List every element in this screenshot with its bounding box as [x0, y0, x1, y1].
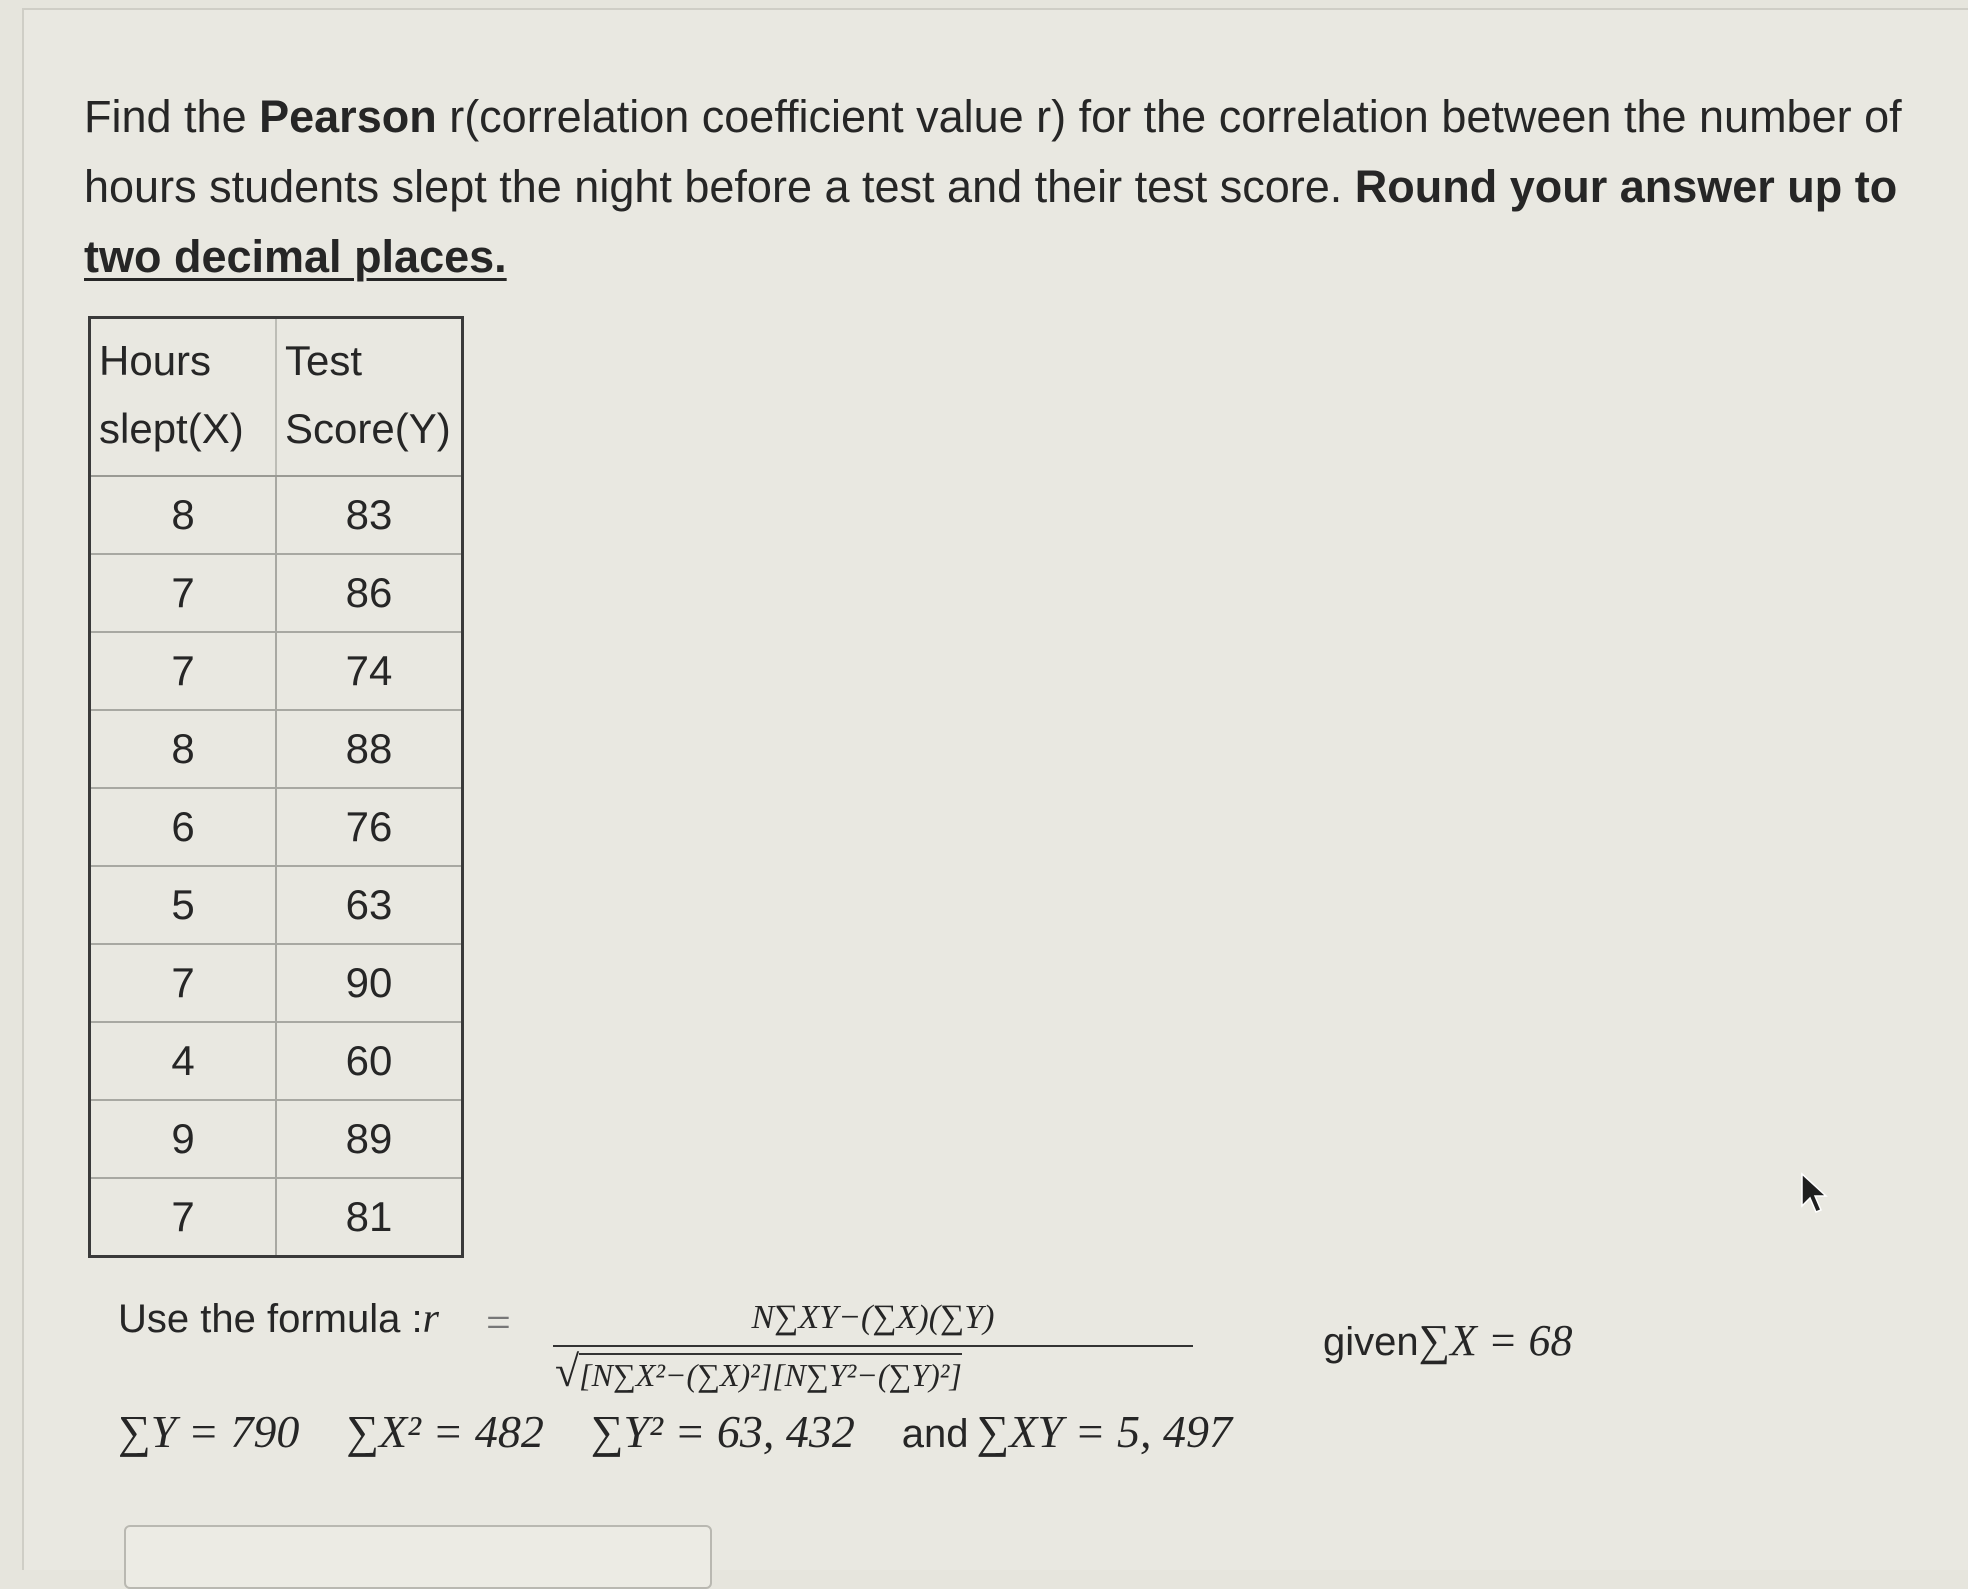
- question-part2: r(correlation coefficient value r) for the correlation between the number of hours students slept the night before a test and their test score.: [84, 91, 1902, 212]
- table-row: [90, 788, 463, 866]
- table-row: [90, 866, 463, 944]
- table-row: [90, 554, 463, 632]
- formula-fraction: [543, 1295, 1203, 1400]
- answer-input[interactable]: [124, 1525, 712, 1589]
- cell-x: 9: [90, 1100, 277, 1178]
- table-header-row: [90, 318, 463, 477]
- sums-row: [118, 1404, 1266, 1458]
- mouse-pointer-icon: [1800, 1172, 1828, 1216]
- formula-label: [118, 1295, 439, 1343]
- cell-x: 8: [90, 710, 277, 788]
- table-row: [90, 944, 463, 1022]
- table-row: [90, 1178, 463, 1257]
- cell-y: 76: [276, 788, 463, 866]
- cell-x: 4: [90, 1022, 277, 1100]
- cell-x: 8: [90, 476, 277, 554]
- sum-x2: ∑X² = 482: [346, 1406, 544, 1457]
- cell-y: 90: [276, 944, 463, 1022]
- table-row: [90, 632, 463, 710]
- cell-y: 88: [276, 710, 463, 788]
- formula-denominator: [N∑X²−(∑X)²][N∑Y²−(∑Y)²]: [579, 1353, 962, 1393]
- formula-row: [118, 1295, 1818, 1405]
- cell-y: 60: [276, 1022, 463, 1100]
- sum-y2: ∑Y² = 63, 432: [590, 1406, 855, 1457]
- question-bold-round: Round your answer up to: [1354, 161, 1898, 212]
- cell-y: 74: [276, 632, 463, 710]
- given-label: given: [1323, 1320, 1419, 1364]
- table-row: [90, 1100, 463, 1178]
- question-part1: Find the: [84, 91, 260, 142]
- given-sum-x: [1323, 1315, 1573, 1366]
- and-label: and: [901, 1412, 969, 1456]
- question-text: [84, 82, 1954, 292]
- cell-y: 81: [276, 1178, 463, 1257]
- given-sum-x-expr: ∑X = 68: [1418, 1316, 1573, 1365]
- cell-x: 7: [90, 1178, 277, 1257]
- formula-numerator: N∑XY−(∑X)(∑Y): [751, 1299, 995, 1336]
- header-hours-slept: Hours slept(X): [90, 318, 277, 477]
- cell-x: 6: [90, 788, 277, 866]
- table-row: [90, 710, 463, 788]
- header-test-score: Test Score(Y): [276, 318, 463, 477]
- table-row: [90, 476, 463, 554]
- cell-y: 89: [276, 1100, 463, 1178]
- data-table: [88, 316, 464, 1258]
- cell-x: 7: [90, 632, 277, 710]
- cell-y: 63: [276, 866, 463, 944]
- sqrt-icon: √: [555, 1347, 580, 1396]
- sum-xy: ∑XY = 5, 497: [976, 1406, 1232, 1457]
- formula-denominator-wrap: [543, 1347, 1203, 1400]
- cell-x: 7: [90, 554, 277, 632]
- sum-y: ∑Y = 790: [118, 1406, 300, 1457]
- formula-r: r: [422, 1296, 439, 1342]
- formula-equals: =: [486, 1298, 511, 1347]
- cell-x: 7: [90, 944, 277, 1022]
- table-row: [90, 1022, 463, 1100]
- question-bold-pearson: Pearson: [259, 91, 437, 142]
- formula-label-text: Use the formula :: [118, 1297, 423, 1341]
- cell-x: 5: [90, 866, 277, 944]
- cell-y: 86: [276, 554, 463, 632]
- cell-y: 83: [276, 476, 463, 554]
- question-underlined-decimals: two decimal places.: [84, 231, 507, 282]
